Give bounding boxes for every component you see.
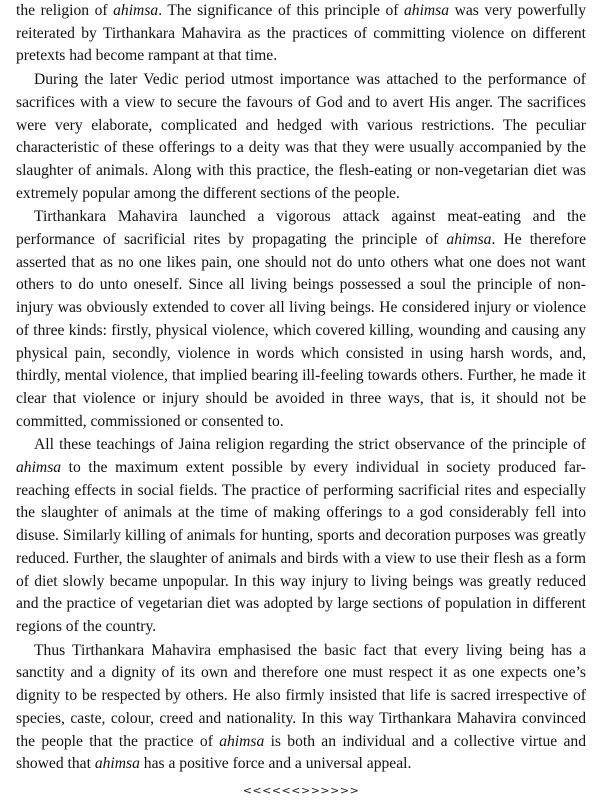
section-end-ornament: <<<<<<>>>>>> [242, 783, 360, 797]
italic-term: ahimsa [446, 231, 492, 249]
paragraph-3 [16, 206, 586, 433]
paragraph-5 [16, 640, 586, 776]
text-run: During the later Vedic period utmost importance was attached to the performance of sacrifices with a view to secure the favours of God and to avert His anger. The sacrifices were very elaborate, complicated and hedged with various restrictions. The peculiar characteristic of these offerings to a deity was that they were usually accompanied by the slaughter of animals. Along with this practice, the flesh-eating or non-vegetarian diet was extremely popular among the different sections of the people. [16, 71, 586, 202]
italic-term: ahimsa [113, 2, 159, 19]
text-run: has a positive force and a universal appeal. [139, 755, 412, 773]
italic-term: ahimsa [403, 2, 450, 19]
body-text [16, 0, 586, 776]
text-run: . The significance of this principle of [158, 2, 404, 19]
paragraph-4 [16, 434, 586, 638]
paragraph-1 [16, 0, 586, 68]
text-run: the religion of [16, 2, 114, 19]
text-run: All these teachings of Jaina religion regarding the strict observance of the principle of [34, 436, 586, 454]
document-page [16, 0, 586, 803]
text-run: to the maximum extent possible by every individual in society produced far-reaching effects in social fields. The practice of performing sacrificial rites and especially the slaughter of animals at the time of making offerings to a god considerably fell into disuse. Similarly killing of animals for hunting, sports and decoration purposes was greatly reduced. Further, the slaughter of animals and birds with a view to use their flesh as a form of diet slowly became unpopular. In this way injury to living beings was greatly reduced and the practice of vegetarian diet was adopted by large sections of population in different regions of the country. [16, 459, 586, 635]
italic-term: ahimsa [94, 755, 140, 773]
italic-term: ahimsa [16, 459, 62, 477]
paragraph-2 [16, 69, 586, 205]
text-run: . He therefore asserted that as no one likes pain, one should not do unto others what one does not want others to do unto oneself. Since all living beings possessed a soul the principle of non-injury was obviously extended to cover all living beings. He considered injury or violence of three kinds: firstly, physical violence, which covered killing, wounding and causing any physical pain, secondly, violence in words which consisted in using harsh words, and, thirdly, mental violence, that implied bearing ill-feeling towards others. Further, he made it clear that violence or injury should be avoided in three ways, that is, it should not be committed, commissioned or consented to. [16, 231, 586, 430]
text-run: Thus Tirthankara Mahavira emphasised the basic fact that every living being has a sanctity and a dignity of its own and therefore one must respect it as one expects one’s dignity to be respected by others. He also firmly insisted that life is sacred irrespective of species, caste, colour, creed and nationality. In this way Tirthankara Mahavira convinced the people that the practice of [16, 641, 586, 750]
text-run: Tirthankara Mahavira launched a vigorous attack against meat-eating and the performance of sacrificial rites by propagating the principle of [16, 208, 586, 249]
text-run: is both an individual and a collective virtue and showed that [16, 732, 586, 773]
text-run: was very powerfully reiterated by Tirthankara Mahavira as the practices of committing violence on different pretexts had become rampant at that time. [16, 2, 586, 65]
italic-term: ahimsa [219, 732, 265, 750]
